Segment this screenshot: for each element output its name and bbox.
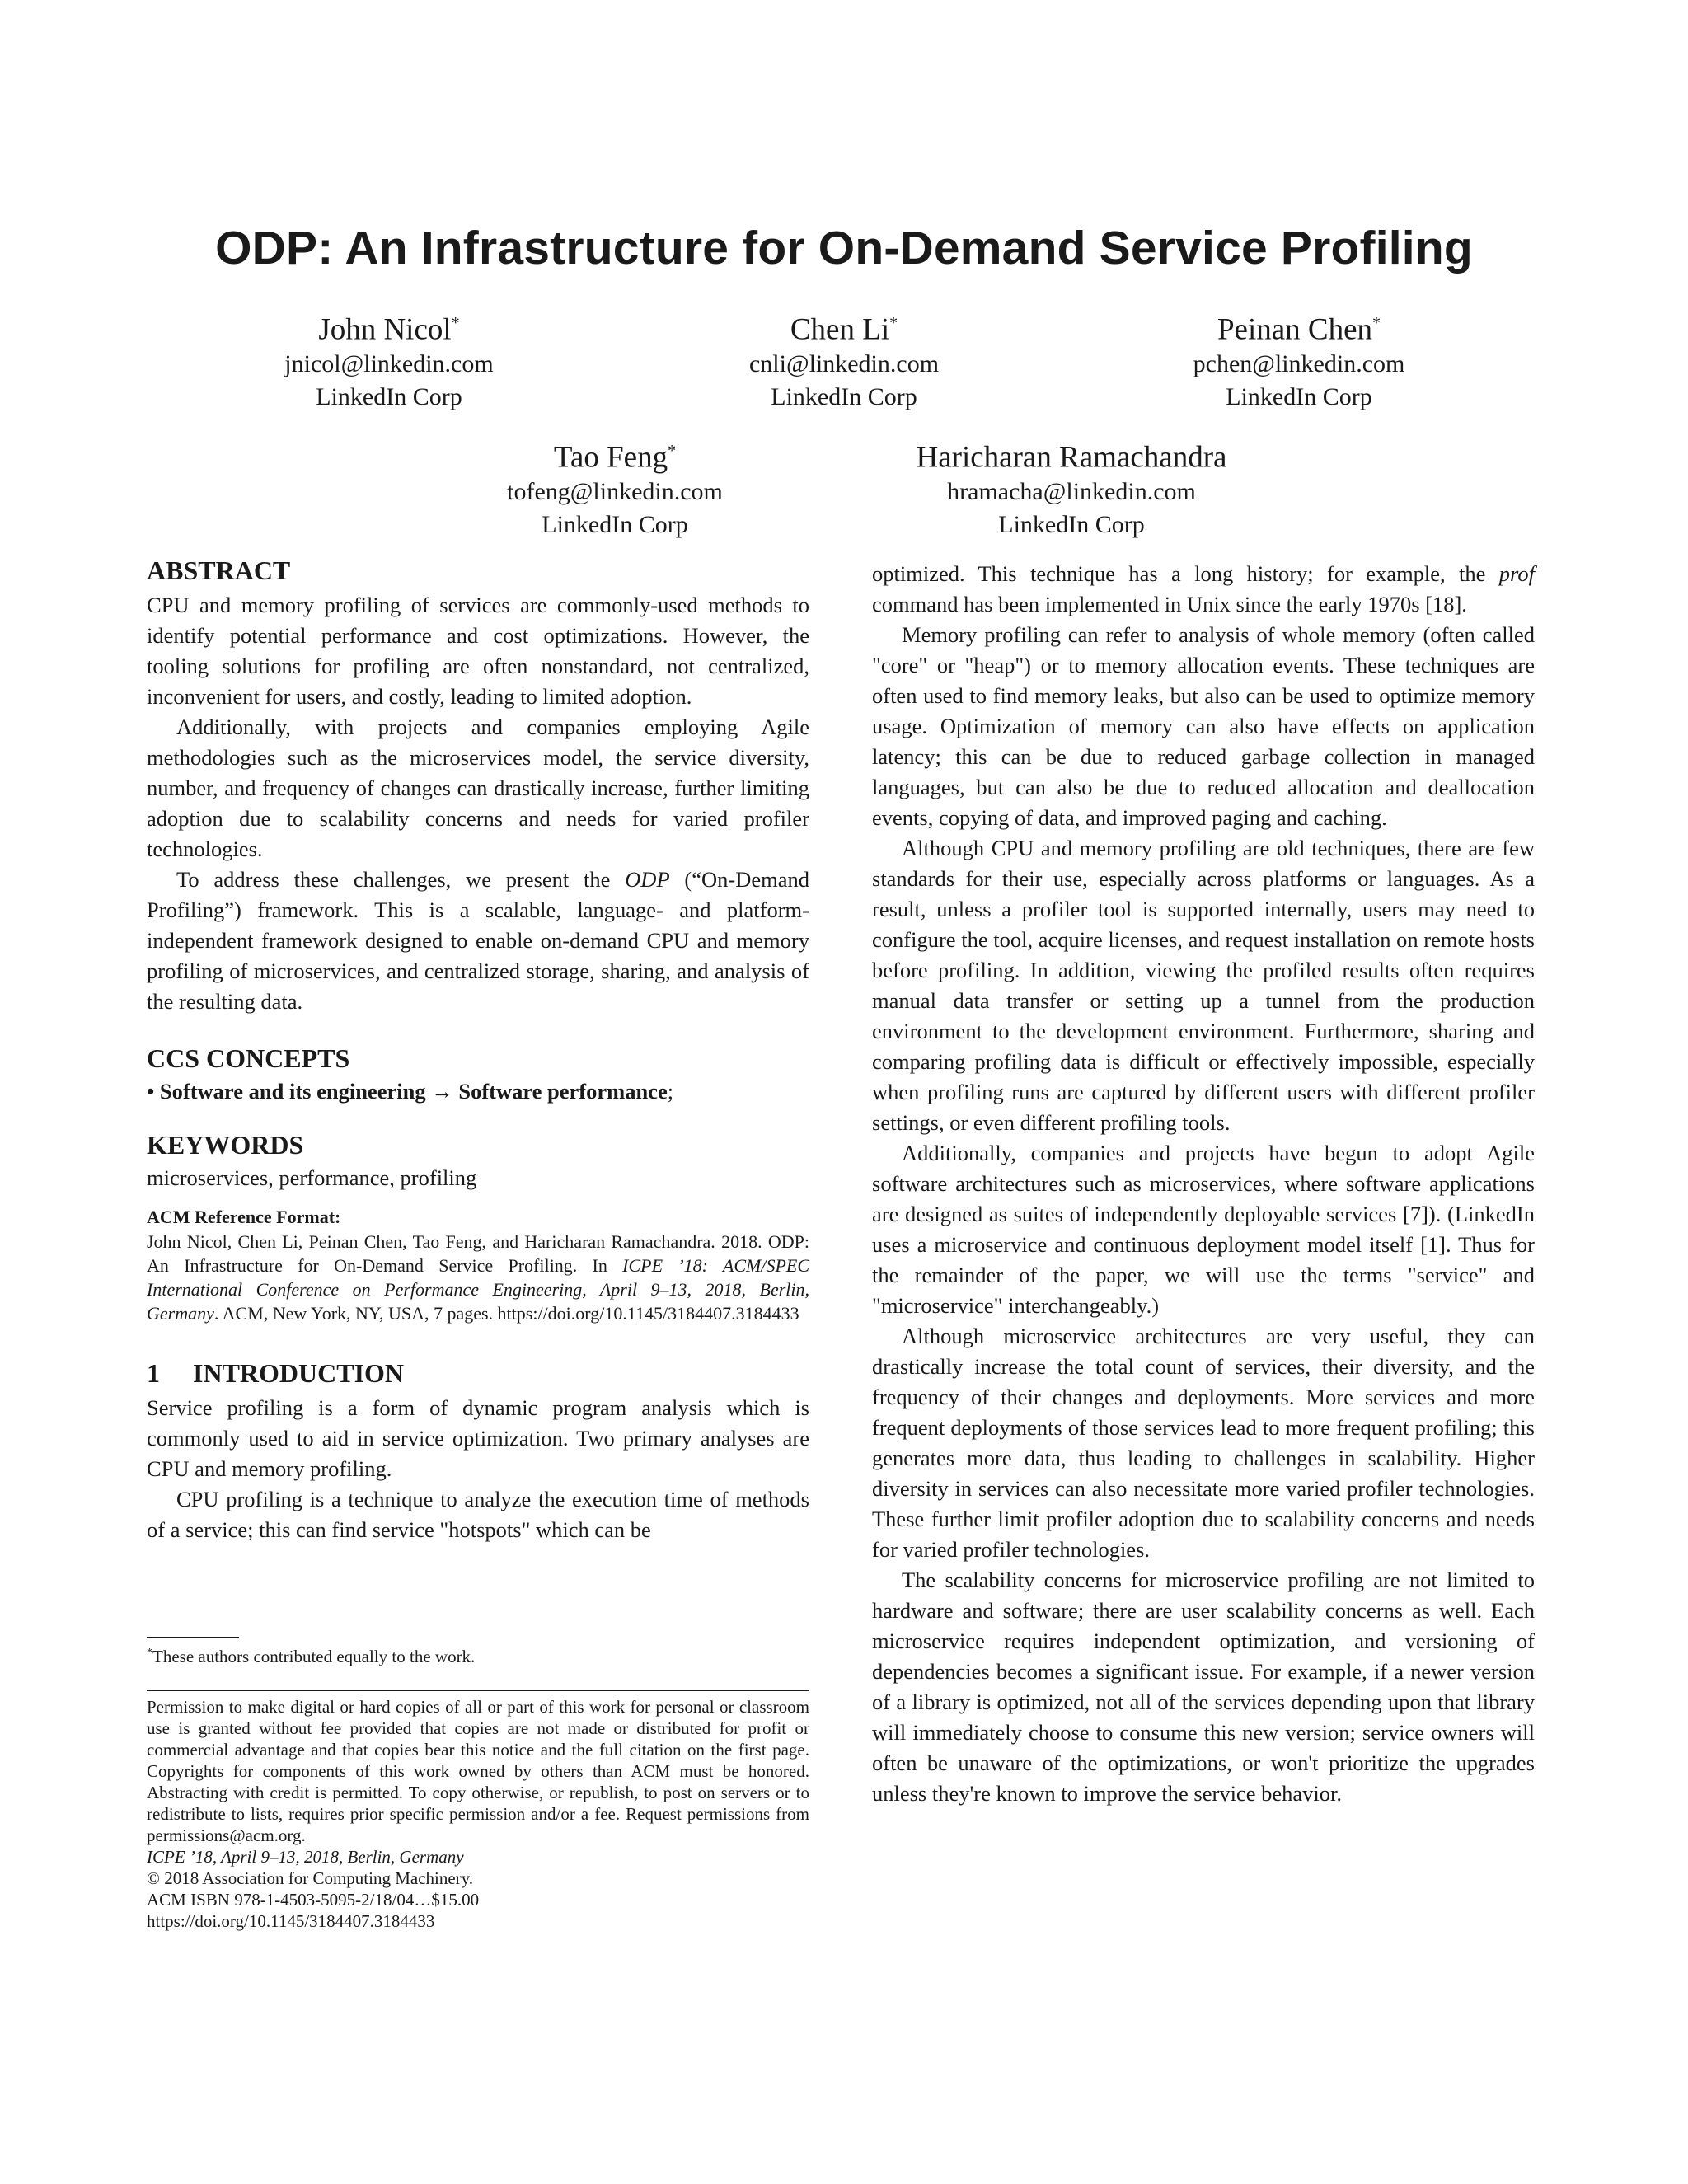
ccs-bullet: • (147, 1079, 155, 1104)
section-title: INTRODUCTION (193, 1358, 405, 1388)
section-number: 1 (147, 1358, 160, 1388)
author-name: Chen Li (790, 312, 890, 347)
author-email: jnicol@linkedin.com (284, 350, 494, 378)
permission-block (147, 1696, 809, 1932)
author-affiliation: LinkedIn Corp (998, 511, 1145, 539)
abstract-text: To address these challenges, we present the (176, 867, 626, 892)
intro-paragraph: Memory profiling can refer to analysis of whole memory (often called "core" or "heap") or to memory allocation events. These techniques are often used to find memory leaks, but also can be used to optimize memory usage. Optimization of memory can also have effects on application latency; this can be due to reduced garbage collection in managed languages, but can also be due to reduced allocation and deallocation events, copying of data, and improved paging and caching. (872, 622, 1535, 830)
ccs-concept-name: Software and its engineering (159, 1079, 426, 1104)
reference-format-text (147, 1230, 809, 1325)
author-name: Peinan Chen (1217, 312, 1373, 347)
author-email: cnli@linkedin.com (748, 350, 940, 378)
author-name: John Nicol (318, 312, 452, 347)
intro-text: command has been implemented in Unix since the early 1970s [18]. (872, 592, 1467, 616)
paper-title: ODP: An Infrastructure for On-Demand Service Profiling (215, 222, 1473, 274)
left-column (147, 554, 809, 1545)
permission-text: Permission to make digital or hard copies of all or part of this work for personal or classroom use is granted without fee provided that copies are not made or distributed for profit or commercial advantage and that copies bear this notice and the full citation on the first page. Copyrights for components of this work owned by others than ACM must be honored. Abstracting with credit is permitted. To copy otherwise, or republish, to post on servers or to redistribute to lists, requires prior specific permission and/or a fee. Request permissions from permissions@acm.org. (147, 1697, 809, 1845)
author-name: Haricharan Ramachandra (916, 440, 1227, 475)
footnote-rule (147, 1637, 239, 1638)
reference-format-heading: ACM Reference Format: (147, 1207, 341, 1227)
keywords-heading: KEYWORDS (147, 1130, 304, 1160)
permission-rule (147, 1690, 809, 1691)
ccs-sub-concept: Software performance (458, 1079, 668, 1104)
abstract-emphasis: ODP (625, 867, 670, 892)
keywords-text: microservices, performance, profiling (147, 1165, 477, 1190)
author-email: hramacha@linkedin.com (947, 478, 1196, 506)
intro-text: optimized. This technique has a long history; for example, the (872, 561, 1499, 586)
author-email: tofeng@linkedin.com (507, 478, 723, 506)
permission-isbn: ACM ISBN 978-1-4503-5095-2/18/04…$15.00 (147, 1890, 480, 1910)
author-affiliation: LinkedIn Corp (316, 383, 462, 411)
abstract-paragraph (147, 865, 809, 1017)
permission-venue: ICPE ’18, April 9–13, 2018, Berlin, Germany (147, 1847, 464, 1867)
section-heading-introduction (147, 1357, 809, 1390)
intro-emphasis: prof (1498, 561, 1535, 586)
footnote (147, 1642, 809, 1668)
reference-text: John Nicol, Chen Li, Peinan Chen, Tao Feng, and Haricharan Ramachandra. 2018. ODP: An Infrastructure for On-Demand Service Profiling. In (147, 1231, 809, 1276)
footnote-text: These authors contributed equally to the work. (152, 1647, 476, 1666)
ccs-end: ; (667, 1079, 674, 1104)
author-affiliation: LinkedIn Corp (771, 383, 917, 411)
abstract-paragraph: CPU and memory profiling of services are commonly-used methods to identify potential performance and cost optimizations. However, the tooling solutions for profiling are often nonstandard, not centralized, inconvenient for users, and costly, leading to limited adoption. (147, 593, 809, 709)
author-mark: * (451, 314, 460, 332)
reference-venue: ICPE ’18: ACM/SPEC International Conference on Performance Engineering, April 9–13, 2018, Berlin, Germany (147, 1255, 810, 1324)
author-mark: * (668, 442, 677, 460)
intro-paragraph: CPU profiling is a technique to analyze the execution time of methods of a service; this can find service "hotspots" which can be (147, 1487, 809, 1542)
author-block (368, 433, 862, 541)
reference-text: . ACM, New York, NY, USA, 7 pages. https://doi.org/10.1145/3184407.3184433 (213, 1303, 799, 1324)
ccs-concept (147, 1076, 809, 1107)
permission-copyright: © 2018 Association for Computing Machinery. (147, 1868, 474, 1888)
intro-paragraph: Although CPU and memory profiling are old techniques, there are few standards for their use, especially across platforms or languages. As a result, unless a profiler tool is supported internally, users may need to configure the tool, acquire licenses, and request installation on remote hosts before profiling. In addition, viewing the profiled results often requires manual data transfer or setting up a tunnel from the production environment to the development environment. Furthermore, sharing and comparing profiling data is difficult or effectively impossible, especially when profiling runs are captured by different users with different profiler settings, or even different profiling tools. (872, 836, 1535, 1135)
author-affiliation: LinkedIn Corp (542, 511, 688, 539)
author-block (824, 433, 1319, 541)
author-block (142, 305, 636, 414)
intro-paragraph: The scalability concerns for microservice profiling are not limited to hardware and software; there are user scalability concerns as well. Each microservice requires independent optimization, and versioning of dependencies becomes a significant issue. For example, if a newer version of a library is optimized, not all of the services depending upon that library will immediately choose to consume this new version; service owners will often be unaware of the optimizations, or won't prioritize the upgrades unless they're known to improve the service behavior. (872, 1568, 1535, 1806)
author-affiliation: LinkedIn Corp (1226, 383, 1372, 411)
author-block (597, 305, 1091, 414)
author-block (1052, 305, 1546, 414)
right-column (872, 559, 1535, 1809)
author-email: pchen@linkedin.com (1193, 350, 1405, 378)
ccs-heading: CCS CONCEPTS (147, 1043, 350, 1073)
author-name: Tao Feng (553, 440, 668, 475)
abstract-text: (“On-Demand Profiling”) framework. This is a scalable, language- and platform-independent framework designed to enable on-demand CPU and memory profiling of microservices, and centralized storage, sharing, and analysis of the resulting data. (147, 867, 809, 1014)
intro-paragraph (872, 559, 1535, 620)
author-mark: * (889, 314, 898, 332)
intro-paragraph: Service profiling is a form of dynamic program analysis which is commonly used to aid in service optimization. Two primary analyses are CPU and memory profiling. (147, 1395, 809, 1481)
footnote-mark: * (147, 1647, 152, 1659)
ccs-arrow: → (431, 1079, 453, 1104)
permission-doi: https://doi.org/10.1145/3184407.3184433 (147, 1911, 435, 1931)
intro-paragraph: Although microservice architectures are very useful, they can drastically increase the total count of services, their diversity, and the frequency of their changes and deployments. More services and more frequent deployments of those services lead to more frequent profiling; this generates more data, thus leading to challenges in scalability. Higher diversity in services can also necessitate more varied profiler technologies. These further limit profiler adoption due to scalability concerns and needs for varied profiler technologies. (872, 1324, 1535, 1562)
author-mark: * (1372, 314, 1381, 332)
intro-paragraph: Additionally, companies and projects have begun to adopt Agile software architectures such as microservices, where software applications are designed as suites of independently deployable services [7]). (LinkedIn uses a microservice and continuous deployment model itself [1]. Thus for the remainder of the paper, we will use the terms "service" and "microservice" interchangeably.) (872, 1141, 1535, 1318)
abstract-paragraph: Additionally, with projects and companies employing Agile methodologies such as the microservices model, the service diversity, number, and frequency of changes can drastically increase, further limiting adoption due to scalability concerns and needs for varied profiler technologies. (147, 715, 809, 861)
abstract-heading: ABSTRACT (147, 555, 291, 585)
